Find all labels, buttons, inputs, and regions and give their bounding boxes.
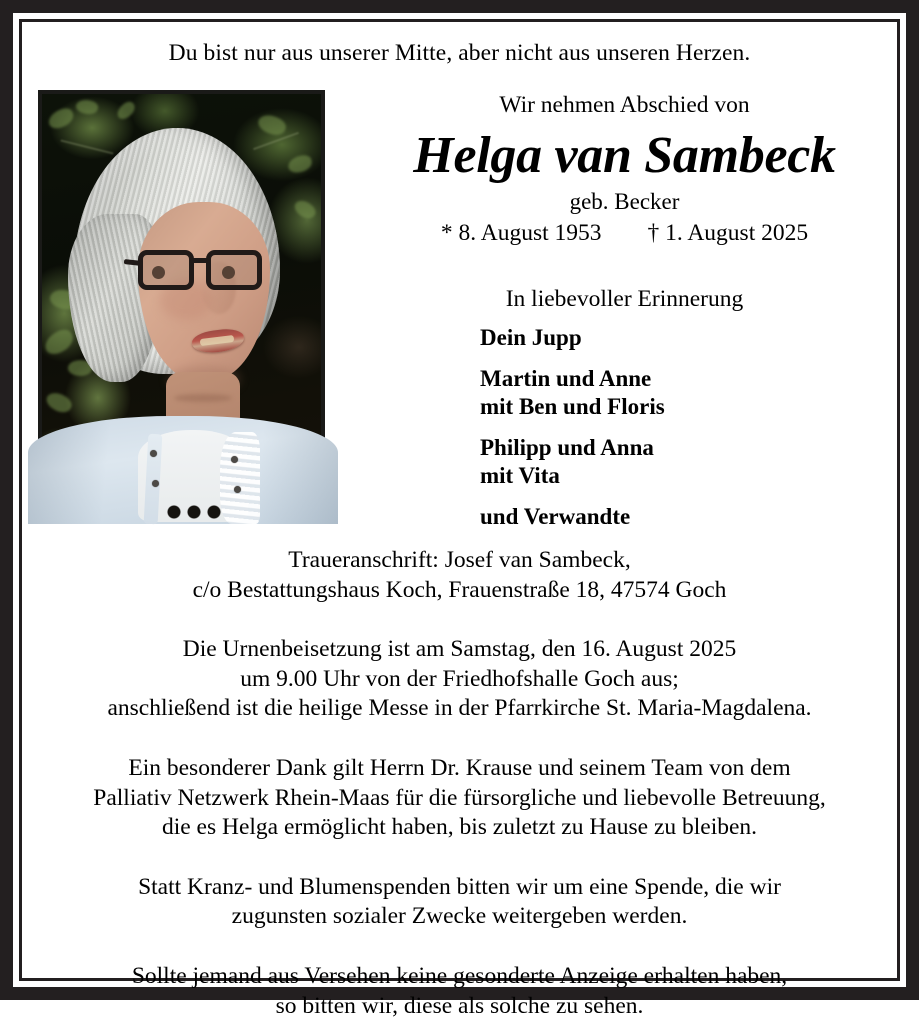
funeral-line: um 9.00 Uhr von der Friedhofshalle Goch aus; [240, 665, 679, 692]
life-dates [352, 220, 897, 247]
apology-note [22, 962, 897, 1021]
apology-line: so bitten wir, diese als solche zu sehen. [275, 992, 644, 1019]
mourner-line: mit Vita [480, 463, 560, 489]
portrait-frame [38, 90, 325, 520]
funeral-line: anschließend ist die heilige Messe in der Pfarrkirche St. Maria-Magdalena. [107, 695, 812, 722]
donation-line: Statt Kranz- und Blumenspenden bitten wir um eine Spende, die wir [138, 873, 781, 900]
mourners-list [480, 324, 900, 531]
apology-line: Sollte jemand aus Versehen keine gesonderte Anzeige erhalten haben, [131, 963, 788, 990]
deceased-name: Helga van Sambeck [413, 127, 836, 184]
farewell-line: Wir nehmen Abschied von [499, 92, 750, 118]
portrait-photo [42, 94, 321, 516]
mourner-group [480, 434, 900, 490]
neck-crease [174, 394, 232, 402]
memory-line: In liebevoller Erinnerung [505, 286, 744, 312]
thanks-line: die es Helga ermöglicht haben, bis zuletzt zu Hause zu bleiben. [161, 814, 758, 841]
mourner-group [480, 503, 900, 531]
maiden-name: geb. Becker [569, 189, 680, 215]
death-date: † 1. August 2025 [647, 220, 809, 247]
eyeglasses-lens-left [138, 250, 194, 290]
mourner-line: Philipp und Anna [480, 435, 654, 461]
mourner-line: mit Ben und Floris [480, 394, 665, 420]
mourner-line: Martin und Anne [480, 366, 652, 392]
memorial-quote: Du bist nur aus unserer Mitte, aber nicht aus unseren Herzen. [168, 40, 751, 66]
birth-date: * 8. August 1953 [440, 220, 602, 247]
funeral-line: Die Urnenbeisetzung ist am Samstag, den 16. August 2025 [182, 636, 737, 663]
notice-details [22, 546, 897, 1021]
funeral-details [22, 635, 897, 724]
address-line: Traueranschrift: Josef van Sambeck, [288, 547, 631, 573]
donation-line: zugunsten sozialer Zwecke weitergeben werden. [231, 903, 688, 930]
thanks-line: Ein besonderer Dank gilt Herrn Dr. Krause und seinem Team von dem [128, 755, 791, 782]
mourner-group [480, 324, 900, 352]
mourning-address [22, 546, 897, 605]
mourner-group [480, 365, 900, 421]
eyeglasses-bridge [192, 258, 208, 263]
eyeglasses-lens-right [206, 250, 262, 290]
thanks-line: Palliativ Netzwerk Rhein-Maas für die fürsorgliche und liebevolle Betreuung, [93, 784, 826, 811]
cardigan-shading [28, 416, 338, 524]
address-line: c/o Bestattungshaus Koch, Frauenstraße 18, 47574 Goch [192, 576, 727, 603]
mourner-line: Dein Jupp [480, 325, 582, 350]
notice-sheet [22, 22, 897, 1019]
thanks-message [22, 754, 897, 843]
mourner-line: und Verwandte [480, 504, 631, 530]
donation-request [22, 873, 897, 932]
name-block [352, 22, 897, 247]
